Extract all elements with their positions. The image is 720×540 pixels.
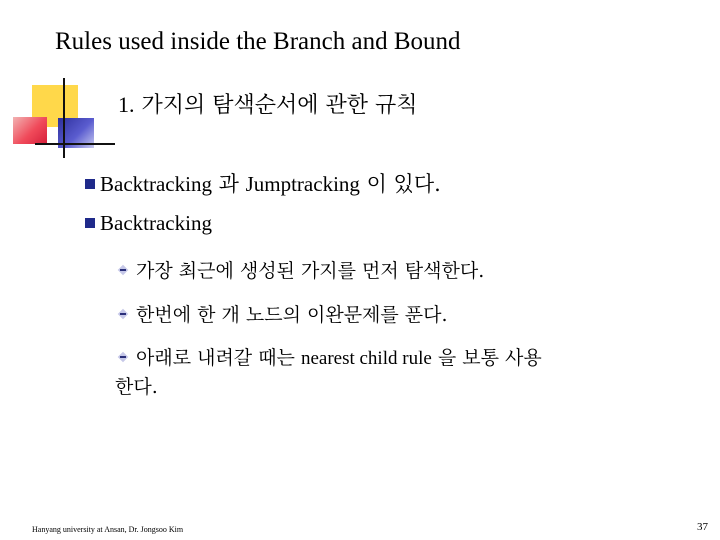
- bullet-term: Jumptracking: [245, 172, 360, 196]
- section-number: 1.: [118, 92, 135, 117]
- logo-horizontal-line: [35, 143, 115, 145]
- page-number: 37: [697, 521, 708, 533]
- footer-credit: Hanyang university at Ansan, Dr. Jongsoo Kim: [32, 525, 184, 534]
- diamond-bullet-icon: [118, 309, 128, 319]
- square-bullet-icon: [85, 218, 95, 228]
- bullet-text: 과: [211, 172, 246, 196]
- bullet-term: Backtracking: [100, 172, 212, 196]
- bullet-term: Backtracking: [100, 211, 212, 235]
- logo-vertical-line: [63, 78, 65, 158]
- sub-bullet-text: 가장 최근에 생성된 가지를 먼저 탐색한다.: [136, 260, 485, 282]
- sub-bullet-continuation: 한다.: [115, 376, 158, 398]
- square-bullet-icon: [85, 179, 95, 189]
- sub-bullet-text: 을 보통 사용: [431, 347, 542, 369]
- slide-title: Rules used inside the Branch and Bound: [55, 28, 461, 55]
- section-heading: [118, 88, 418, 119]
- logo-graphic: [0, 0, 120, 170]
- bullet-item: [85, 168, 441, 198]
- sub-bullet-item: [118, 343, 542, 370]
- sub-bullet-item: [118, 256, 484, 283]
- bullet-text: 이 있다.: [359, 172, 441, 196]
- logo-red-square: [13, 117, 47, 144]
- sub-bullet-term: nearest child rule: [300, 348, 432, 369]
- bullet-item: [85, 211, 212, 236]
- diamond-bullet-icon: [118, 352, 128, 362]
- sub-bullet-text: 아래로 내려갈 때는: [136, 347, 301, 369]
- section-heading-text: 가지의 탐색순서에 관한 규칙: [141, 93, 418, 118]
- sub-bullet-text: 한번에 한 개 노드의 이완문제를 푼다.: [136, 304, 448, 326]
- diamond-bullet-icon: [118, 265, 128, 275]
- sub-bullet-item: [118, 300, 448, 327]
